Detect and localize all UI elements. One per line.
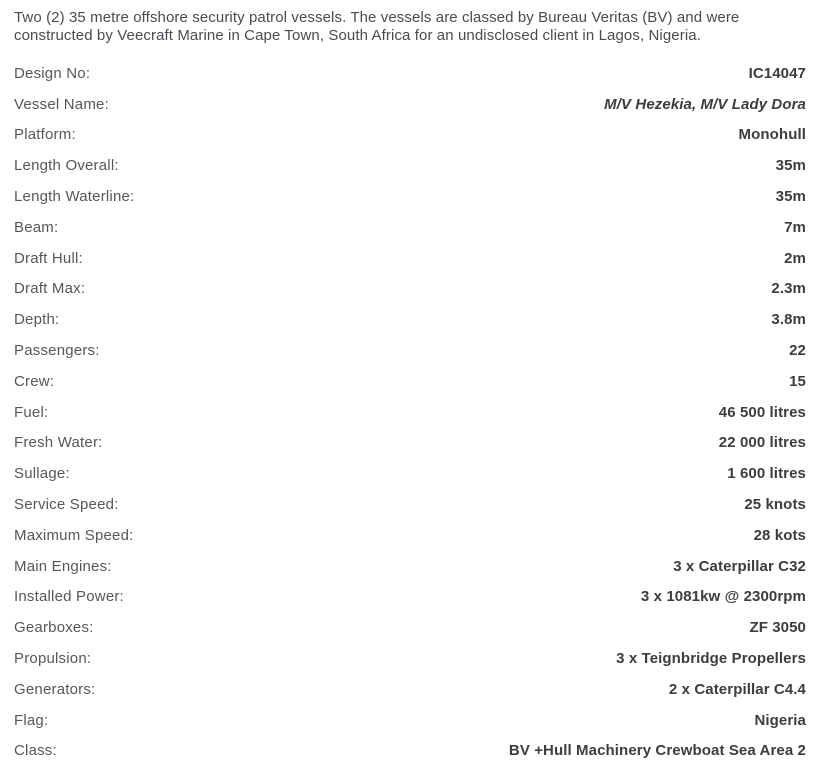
spec-label: Sullage: xyxy=(14,465,70,483)
spec-row xyxy=(14,150,806,181)
intro-paragraph: Two (2) 35 metre offshore security patrol vessels. The vessels are classed by Bureau Veritas (BV) and were constructed by Veecraft Marine in Cape Town, South Africa for an undisclosed client in Lagos, Nigeria. xyxy=(14,9,740,44)
spec-row xyxy=(14,520,806,551)
spec-row xyxy=(14,551,806,582)
spec-value: 22 xyxy=(789,342,806,360)
spec-label: Platform: xyxy=(14,126,76,144)
spec-value: M/V Hezekia, M/V Lady Dora xyxy=(604,95,806,113)
spec-value: 25 knots xyxy=(744,496,806,514)
spec-value: 1 600 litres xyxy=(727,465,806,483)
spec-row xyxy=(14,366,806,397)
spec-label: Crew: xyxy=(14,372,55,390)
spec-value: 2.3m xyxy=(771,280,806,298)
spec-label: Design No: xyxy=(14,64,91,82)
spec-row xyxy=(14,335,806,366)
spec-row xyxy=(14,212,806,243)
spec-label: Draft Hull: xyxy=(14,249,83,267)
spec-value: ZF 3050 xyxy=(749,619,806,637)
spec-row xyxy=(14,674,806,705)
spec-value: 46 500 litres xyxy=(718,403,806,421)
spec-table xyxy=(14,58,806,766)
spec-value: 3 x Caterpillar C32 xyxy=(673,557,806,575)
spec-value: 28 kots xyxy=(753,526,806,544)
spec-row xyxy=(14,489,806,520)
spec-value: 3 x 1081kw @ 2300rpm xyxy=(640,588,806,606)
spec-label: Generators: xyxy=(14,680,96,698)
spec-value: 22 000 litres xyxy=(718,434,806,452)
spec-row xyxy=(14,705,806,736)
spec-label: Main Engines: xyxy=(14,557,112,575)
spec-row xyxy=(14,58,806,89)
spec-row xyxy=(14,582,806,613)
spec-label: Draft Max: xyxy=(14,280,86,298)
spec-label: Fresh Water: xyxy=(14,434,103,452)
spec-value: 3 x Teignbridge Propellers xyxy=(616,650,806,668)
spec-value: 2m xyxy=(784,249,806,267)
spec-row xyxy=(14,243,806,274)
spec-row xyxy=(14,612,806,643)
spec-label: Installed Power: xyxy=(14,588,124,606)
spec-row xyxy=(14,458,806,489)
spec-label: Propulsion: xyxy=(14,650,92,668)
spec-label: Vessel Name: xyxy=(14,95,109,113)
spec-row xyxy=(14,120,806,151)
spec-row xyxy=(14,643,806,674)
spec-value: 2 x Caterpillar C4.4 xyxy=(668,680,806,698)
spec-label: Maximum Speed: xyxy=(14,526,134,544)
spec-label: Length Waterline: xyxy=(14,188,135,206)
spec-value: 35m xyxy=(775,157,806,175)
spec-value: Nigeria xyxy=(754,711,806,729)
spec-row xyxy=(14,397,806,428)
spec-label: Length Overall: xyxy=(14,157,119,175)
spec-value: BV +Hull Machinery Crewboat Sea Area 2 xyxy=(508,742,806,760)
spec-label: Flag: xyxy=(14,711,49,729)
spec-label: Passengers: xyxy=(14,342,100,360)
spec-label: Class: xyxy=(14,742,57,760)
spec-row xyxy=(14,428,806,459)
spec-row xyxy=(14,736,806,767)
spec-value: 35m xyxy=(775,188,806,206)
spec-row xyxy=(14,304,806,335)
spec-value: 7m xyxy=(784,218,806,236)
spec-row xyxy=(14,181,806,212)
spec-value: IC14047 xyxy=(748,64,806,82)
spec-row xyxy=(14,274,806,305)
spec-label: Fuel: xyxy=(14,403,49,421)
spec-value: 15 xyxy=(789,372,806,390)
spec-value: Monohull xyxy=(738,126,806,144)
spec-label: Service Speed: xyxy=(14,496,119,514)
spec-label: Depth: xyxy=(14,311,60,329)
spec-row xyxy=(14,89,806,120)
spec-label: Gearboxes: xyxy=(14,619,94,637)
spec-value: 3.8m xyxy=(771,311,806,329)
spec-label: Beam: xyxy=(14,218,59,236)
